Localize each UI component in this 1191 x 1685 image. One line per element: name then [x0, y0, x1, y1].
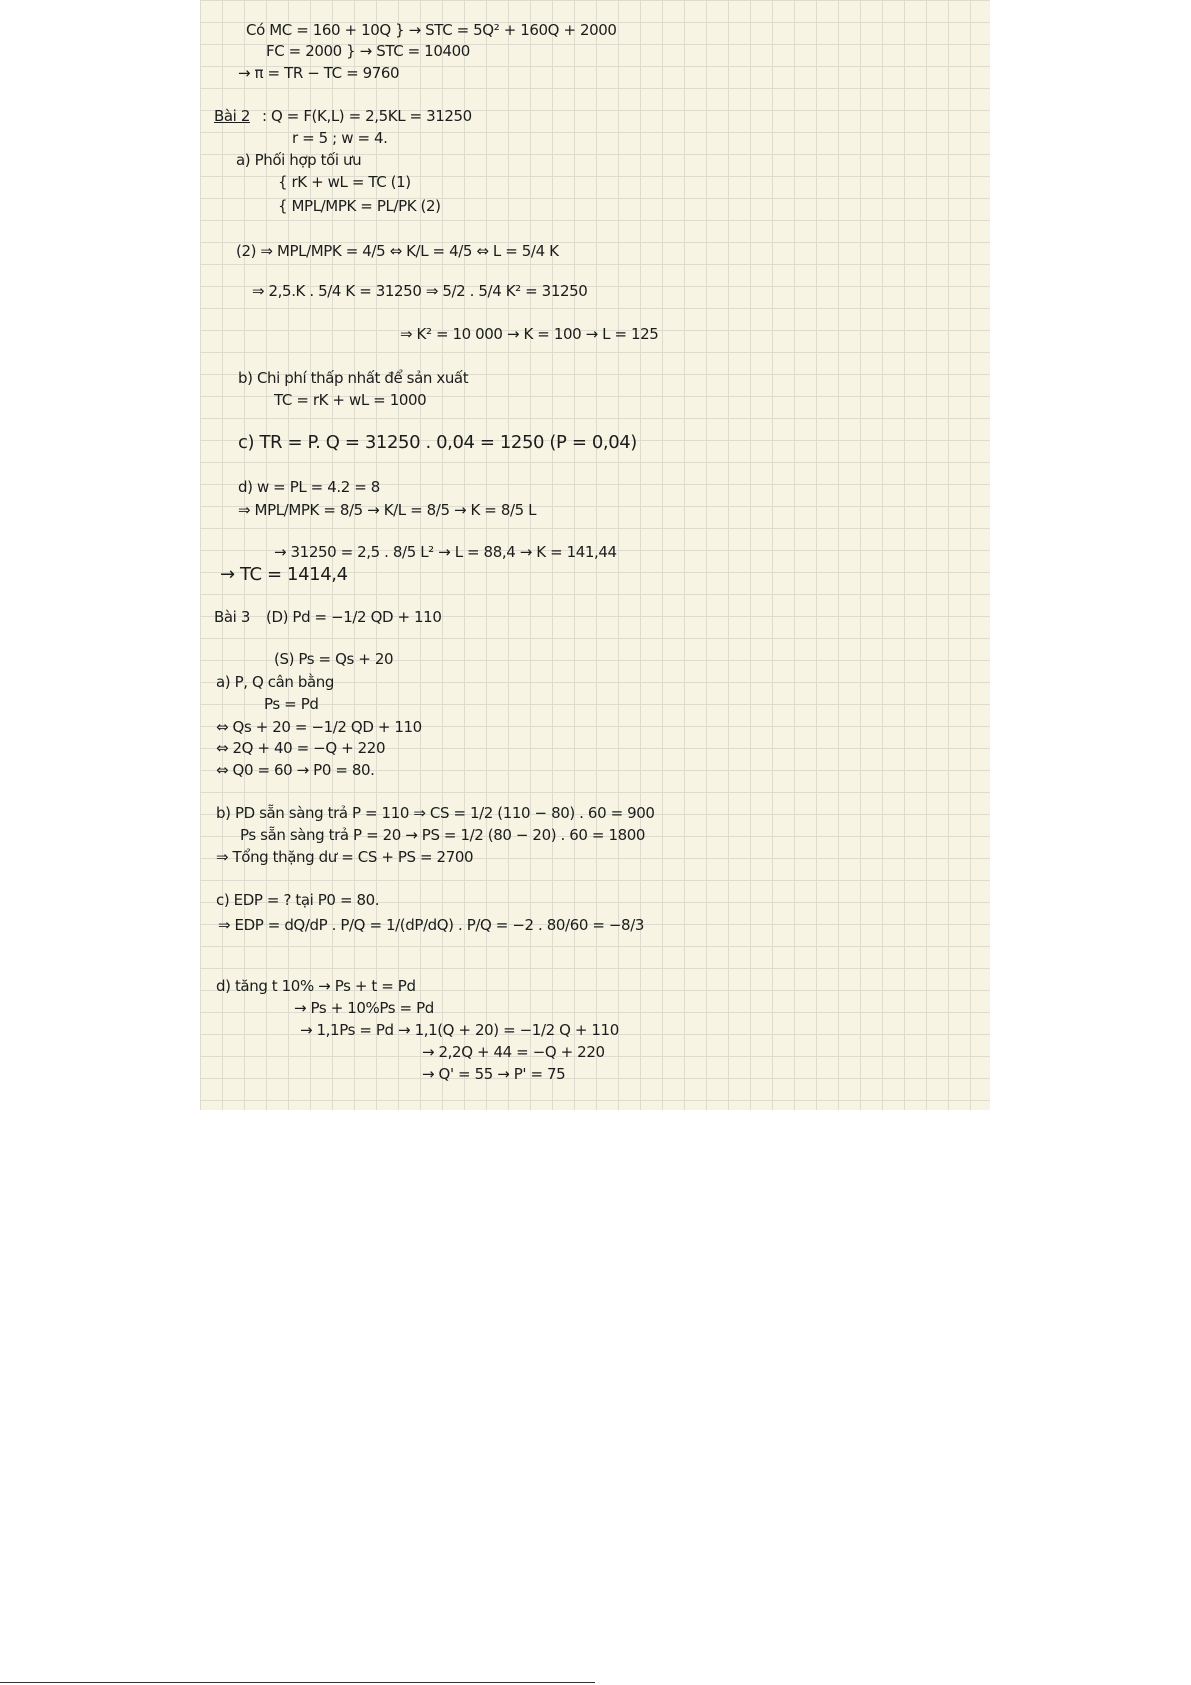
note-line: FC = 2000 } → STC = 10400	[266, 42, 470, 60]
note-line: a) P, Q cân bằng	[216, 673, 335, 691]
note-line: { MPL/MPK = PL/PK (2)	[278, 197, 441, 215]
section-heading-bai-3: Bài 3	[214, 608, 250, 626]
note-line: (D) Pd = −1/2 QD + 110	[266, 608, 442, 626]
note-line: b) PD sẵn sàng trả P = 110 ⇒ CS = 1/2 (110 − 80) . 60 = 900	[216, 804, 655, 822]
notebook-page	[200, 0, 990, 1110]
note-line: b) Chi phí thấp nhất để sản xuất	[238, 369, 469, 387]
note-line: Ps = Pd	[264, 695, 319, 713]
note-line: → TC = 1414,4	[220, 564, 348, 585]
note-line: → Q' = 55 → P' = 75	[422, 1065, 566, 1083]
note-line: (S) Ps = Qs + 20	[274, 650, 394, 668]
section-heading-bai-2: Bài 2	[214, 107, 250, 125]
note-line: d) w = PL = 4.2 = 8	[238, 478, 380, 496]
note-line: ⇔ Qs + 20 = −1/2 QD + 110	[216, 718, 422, 736]
note-line: c) EDP = ? tại P0 = 80.	[216, 891, 380, 909]
note-line: : Q = F(K,L) = 2,5KL = 31250	[262, 107, 472, 125]
note-line: c) TR = P. Q = 31250 . 0,04 = 1250 (P = 0,04)	[238, 432, 637, 453]
note-line: → 2,2Q + 44 = −Q + 220	[422, 1043, 605, 1061]
note-line: ⇔ 2Q + 40 = −Q + 220	[216, 739, 386, 757]
note-line: ⇔ Q0 = 60 → P0 = 80.	[216, 761, 375, 779]
note-line: ⇒ K² = 10 000 → K = 100 → L = 125	[400, 325, 659, 343]
note-line: { rK + wL = TC (1)	[278, 173, 411, 191]
note-line: ⇒ Tổng thặng dư = CS + PS = 2700	[216, 848, 474, 866]
note-line: ⇒ MPL/MPK = 8/5 → K/L = 8/5 → K = 8/5 L	[238, 501, 537, 519]
note-line: → π = TR − TC = 9760	[238, 64, 400, 82]
note-line: (2) ⇒ MPL/MPK = 4/5 ⇔ K/L = 4/5 ⇔ L = 5/4 K	[236, 242, 559, 260]
note-line: Ps sẵn sàng trả P = 20 → PS = 1/2 (80 − 20) . 60 = 1800	[240, 826, 646, 844]
note-line: r = 5 ; w = 4.	[292, 129, 388, 147]
note-line: → 31250 = 2,5 . 8/5 L² → L = 88,4 → K = 141,44	[274, 543, 617, 561]
note-line: ⇒ EDP = dQ/dP . P/Q = 1/(dP/dQ) . P/Q = −2 . 80/60 = −8/3	[218, 916, 644, 934]
note-line: TC = rK + wL = 1000	[274, 391, 427, 409]
note-line: Có MC = 160 + 10Q } → STC = 5Q² + 160Q + 2000	[246, 21, 617, 39]
footer-rule	[0, 1682, 595, 1683]
note-line: → Ps + 10%Ps = Pd	[294, 999, 434, 1017]
note-line: → 1,1Ps = Pd → 1,1(Q + 20) = −1/2 Q + 110	[300, 1021, 619, 1039]
note-line: a) Phối hợp tối ưu	[236, 151, 362, 169]
note-line: d) tăng t 10% → Ps + t = Pd	[216, 977, 416, 995]
note-line: ⇒ 2,5.K . 5/4 K = 31250 ⇒ 5/2 . 5/4 K² = 31250	[252, 282, 588, 300]
